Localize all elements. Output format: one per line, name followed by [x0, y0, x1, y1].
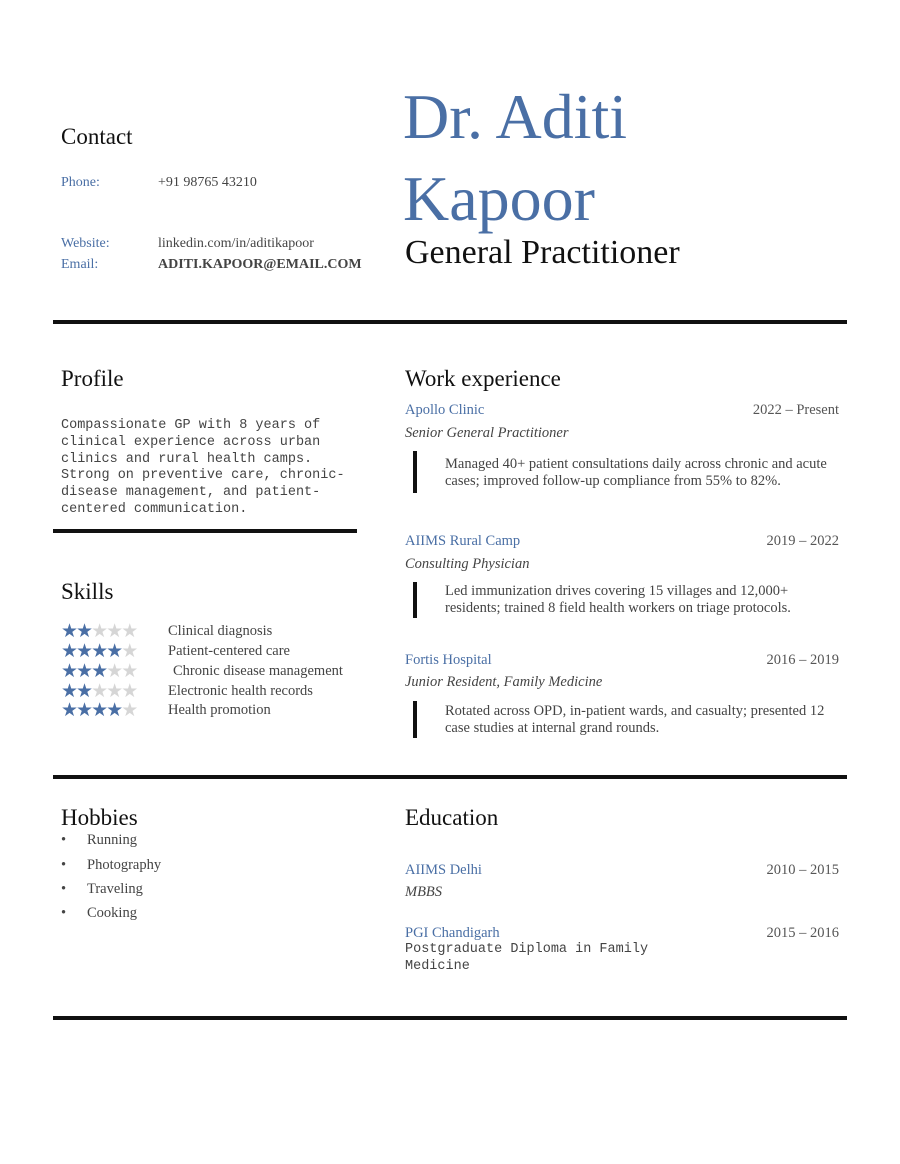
bullet: • [61, 857, 67, 873]
bullet: • [61, 832, 67, 848]
profile-summary: Compassionate GP with 8 years of clinical experience across urban clinics and rural health camps. Strong on preventive care, chronic-disease management, and patient-centered communication. [61, 418, 345, 517]
rating-stars [61, 681, 157, 701]
skills-heading: Skills [61, 579, 114, 604]
hobby-item [61, 905, 137, 922]
star-icon: ★ [61, 640, 77, 662]
star-icon: ★ [91, 699, 107, 721]
skill-row [61, 621, 272, 641]
name-line-2: Kapoor [403, 163, 595, 234]
edu-degree: MBBS [405, 884, 443, 900]
job-role: Junior Resident, Family Medicine [405, 674, 603, 690]
bullet: • [61, 881, 67, 897]
star-icon: ★ [61, 680, 77, 702]
work-heading: Work experience [405, 366, 561, 391]
star-icon: ★ [76, 660, 92, 682]
job-title: General Practitioner [405, 234, 680, 271]
skill-row [61, 661, 343, 681]
profile-heading: Profile [61, 366, 124, 391]
star-icon: ★ [121, 620, 137, 642]
skill-row [61, 681, 313, 701]
star-icon: ★ [121, 660, 137, 682]
star-icon: ★ [106, 699, 122, 721]
skill-name: Health promotion [168, 701, 271, 718]
phone-value[interactable]: +91 98765 43210 [158, 175, 257, 190]
rating-stars [61, 641, 157, 661]
edu-school: PGI Chandigarh [405, 925, 500, 941]
job-description: Led immunization drives covering 15 villages and 12,000+ residents; trained 8 field health workers on triage protocols. [445, 583, 791, 616]
star-icon: ★ [121, 640, 137, 662]
hobby-label: Cooking [87, 905, 137, 921]
star-icon: ★ [76, 640, 92, 662]
job-dates: 2019 – 2022 [766, 533, 839, 549]
job-role: Senior General Practitioner [405, 425, 569, 441]
star-icon: ★ [76, 699, 92, 721]
star-icon: ★ [121, 680, 137, 702]
job-bar [413, 451, 417, 493]
contact-phone [61, 175, 257, 191]
star-icon: ★ [91, 640, 107, 662]
email-label: Email: [61, 257, 99, 272]
star-icon: ★ [91, 620, 107, 642]
section-divider [53, 775, 847, 779]
edu-dates: 2015 – 2016 [766, 925, 839, 941]
bullet: • [61, 905, 67, 921]
person-name [403, 76, 627, 240]
skill-name: Patient-centered care [168, 642, 290, 659]
profile-divider [53, 529, 357, 533]
skill-name: Clinical diagnosis [168, 622, 273, 639]
edu-dates: 2010 – 2015 [766, 862, 839, 878]
star-icon: ★ [91, 660, 107, 682]
rating-stars [61, 700, 157, 720]
contact-email [61, 257, 362, 273]
rating-stars [61, 661, 157, 681]
website-link[interactable]: linkedin.com/in/aditikapoor [158, 236, 314, 251]
star-icon: ★ [61, 620, 77, 642]
rating-stars [61, 621, 157, 641]
job-company: Apollo Clinic [405, 402, 485, 418]
job-bar [413, 701, 417, 738]
job-company: AIIMS Rural Camp [405, 533, 521, 549]
hobbies-heading: Hobbies [61, 805, 138, 830]
skill-name: Chronic disease management [173, 662, 343, 679]
job-description: Rotated across OPD, in-patient wards, and casualty; presented 12 case studies at internal grand rounds. [445, 703, 825, 736]
name-line-1: Dr. Aditi [403, 81, 628, 152]
website-label: Website: [61, 236, 110, 251]
hobby-item [61, 832, 137, 849]
star-icon: ★ [61, 660, 77, 682]
edu-school: AIIMS Delhi [405, 862, 482, 878]
job-bar [413, 582, 417, 618]
star-icon: ★ [76, 680, 92, 702]
edu-degree: Postgraduate Diploma in Family Medicine [405, 942, 649, 974]
star-icon: ★ [106, 660, 122, 682]
skill-name: Electronic health records [168, 682, 313, 699]
star-icon: ★ [61, 699, 77, 721]
email-link[interactable]: ADITI.KAPOOR@EMAIL.COM [158, 257, 362, 272]
job-role: Consulting Physician [405, 556, 530, 572]
job-dates: 2016 – 2019 [766, 652, 839, 668]
phone-label: Phone: [61, 175, 100, 190]
education-heading: Education [405, 805, 499, 830]
job-company: Fortis Hospital [405, 652, 492, 668]
hobby-label: Photography [87, 857, 162, 873]
hobby-label: Running [87, 832, 137, 848]
header-divider [53, 320, 847, 324]
star-icon: ★ [76, 620, 92, 642]
job-description: Managed 40+ patient consultations daily across chronic and acute cases; improved follow-up compliance from 55% to 82%. [445, 456, 827, 489]
star-icon: ★ [91, 680, 107, 702]
contact-website [61, 236, 314, 252]
skill-row [61, 641, 290, 661]
star-icon: ★ [106, 680, 122, 702]
contact-heading: Contact [61, 124, 133, 149]
star-icon: ★ [106, 640, 122, 662]
star-icon: ★ [106, 620, 122, 642]
hobby-item [61, 881, 143, 898]
hobby-item [61, 857, 161, 874]
star-icon: ★ [121, 699, 137, 721]
footer-divider [53, 1016, 847, 1020]
hobby-label: Traveling [87, 881, 143, 897]
skill-row [61, 700, 271, 720]
job-dates: 2022 – Present [752, 402, 839, 418]
